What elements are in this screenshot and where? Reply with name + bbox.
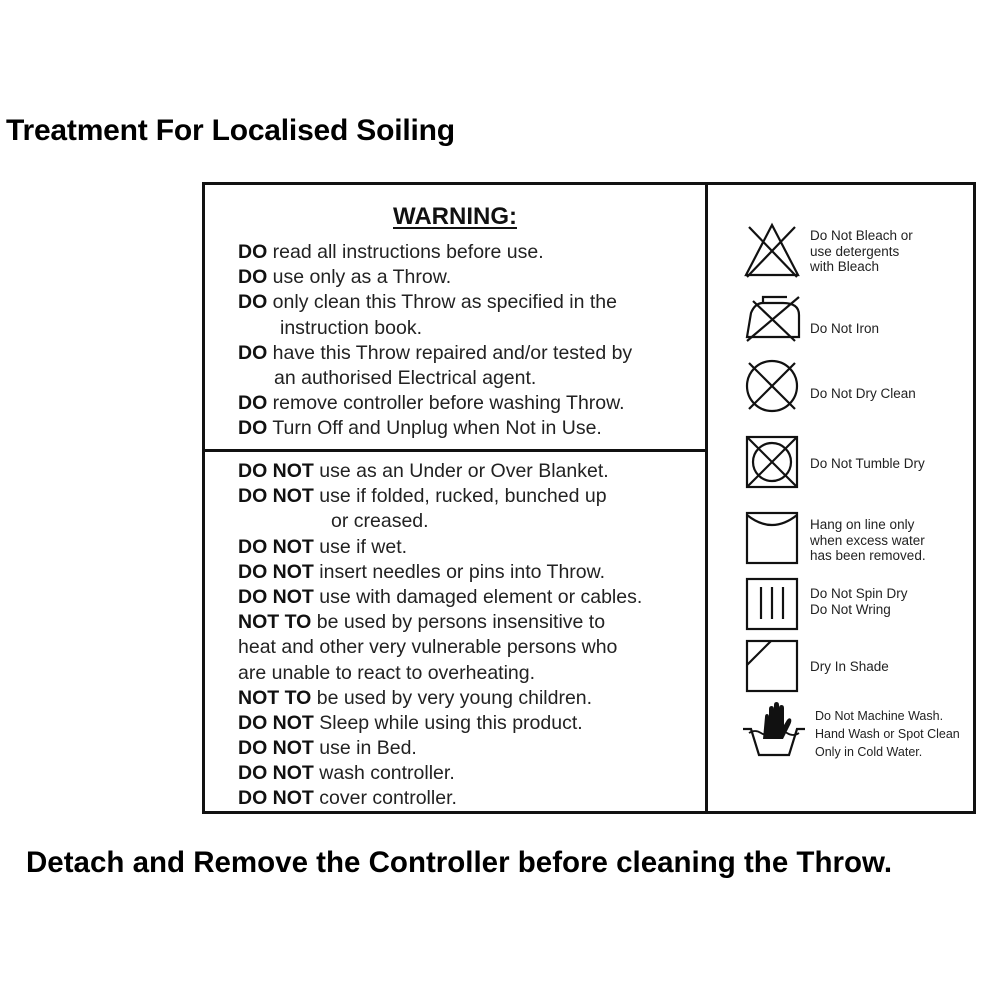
- do-not-item: NOT TO be used by very young children.: [238, 686, 593, 709]
- do-item: DO only clean this Throw as specified in the: [238, 291, 617, 314]
- no-dry-clean-icon: [743, 357, 801, 415]
- do-not-item: DO NOT use as an Under or Over Blanket.: [238, 460, 609, 482]
- do-not-item: DO NOT wash controller.: [238, 762, 455, 785]
- do-item: DO have this Throw repaired and/or tested by: [238, 341, 633, 364]
- no-bleach-icon: [743, 221, 801, 279]
- do-not-item-continuation: or creased.: [331, 510, 429, 533]
- do-not-item: DO NOT cover controller.: [238, 787, 457, 810]
- hand-wash-icon: [741, 699, 807, 757]
- no-dry-clean-text: Do Not Dry Clean: [810, 386, 916, 401]
- do-not-item: DO NOT use with damaged element or cables.: [238, 585, 643, 608]
- no-tumble-dry-text: Do Not Tumble Dry: [810, 456, 925, 471]
- do-not-item: DO NOT Sleep while using this product.: [238, 711, 583, 734]
- do-not-item-continuation: are unable to react to overheating.: [238, 661, 536, 684]
- drip-dry-text: Do Not Spin Dry Do Not Wring: [810, 586, 908, 617]
- do-item: DO use only as a Throw.: [238, 266, 452, 289]
- line-dry-text: Hang on line only when excess water has been removed.: [810, 517, 926, 563]
- do-not-list: [238, 459, 642, 812]
- do-item: DO Turn Off and Unplug when Not in Use.: [238, 417, 602, 440]
- no-bleach-text: Do Not Bleach or use detergents with Bleach: [810, 228, 913, 274]
- do-item-continuation: instruction book.: [280, 316, 422, 339]
- dry-in-shade-icon: [743, 637, 801, 695]
- do-not-item: DO NOT use in Bed.: [238, 737, 417, 760]
- do-not-item: NOT TO be used by persons insensitive to: [238, 611, 606, 634]
- horizontal-divider: [205, 449, 705, 452]
- dry-in-shade-text: Dry In Shade: [810, 659, 889, 674]
- page-title: Treatment For Localised Soiling: [6, 114, 455, 147]
- warning-heading: WARNING:: [393, 203, 517, 230]
- no-iron-icon: [743, 293, 803, 343]
- do-not-item-continuation: heat and other very vulnerable persons who: [238, 636, 618, 659]
- do-item: DO read all instructions before use.: [238, 241, 544, 263]
- do-not-item: DO NOT use if wet.: [238, 535, 408, 558]
- hand-wash-text: Do Not Machine Wash. Hand Wash or Spot Clean Only in Cold Water.: [815, 709, 960, 759]
- no-iron-text: Do Not Iron: [810, 321, 880, 336]
- footer-instruction: Detach and Remove the Controller before cleaning the Throw.: [26, 846, 893, 879]
- do-item: DO remove controller before washing Throw.: [238, 392, 625, 415]
- drip-dry-icon: [743, 575, 801, 633]
- care-label: [202, 182, 976, 814]
- line-dry-icon: [743, 509, 801, 567]
- do-not-item: DO NOT insert needles or pins into Throw.: [238, 560, 606, 583]
- do-not-item: DO NOT use if folded, rucked, bunched up: [238, 485, 607, 508]
- no-tumble-dry-icon: [743, 433, 801, 491]
- vertical-divider: [705, 185, 708, 811]
- do-item-continuation: an authorised Electrical agent.: [274, 366, 537, 389]
- do-list: [238, 240, 632, 442]
